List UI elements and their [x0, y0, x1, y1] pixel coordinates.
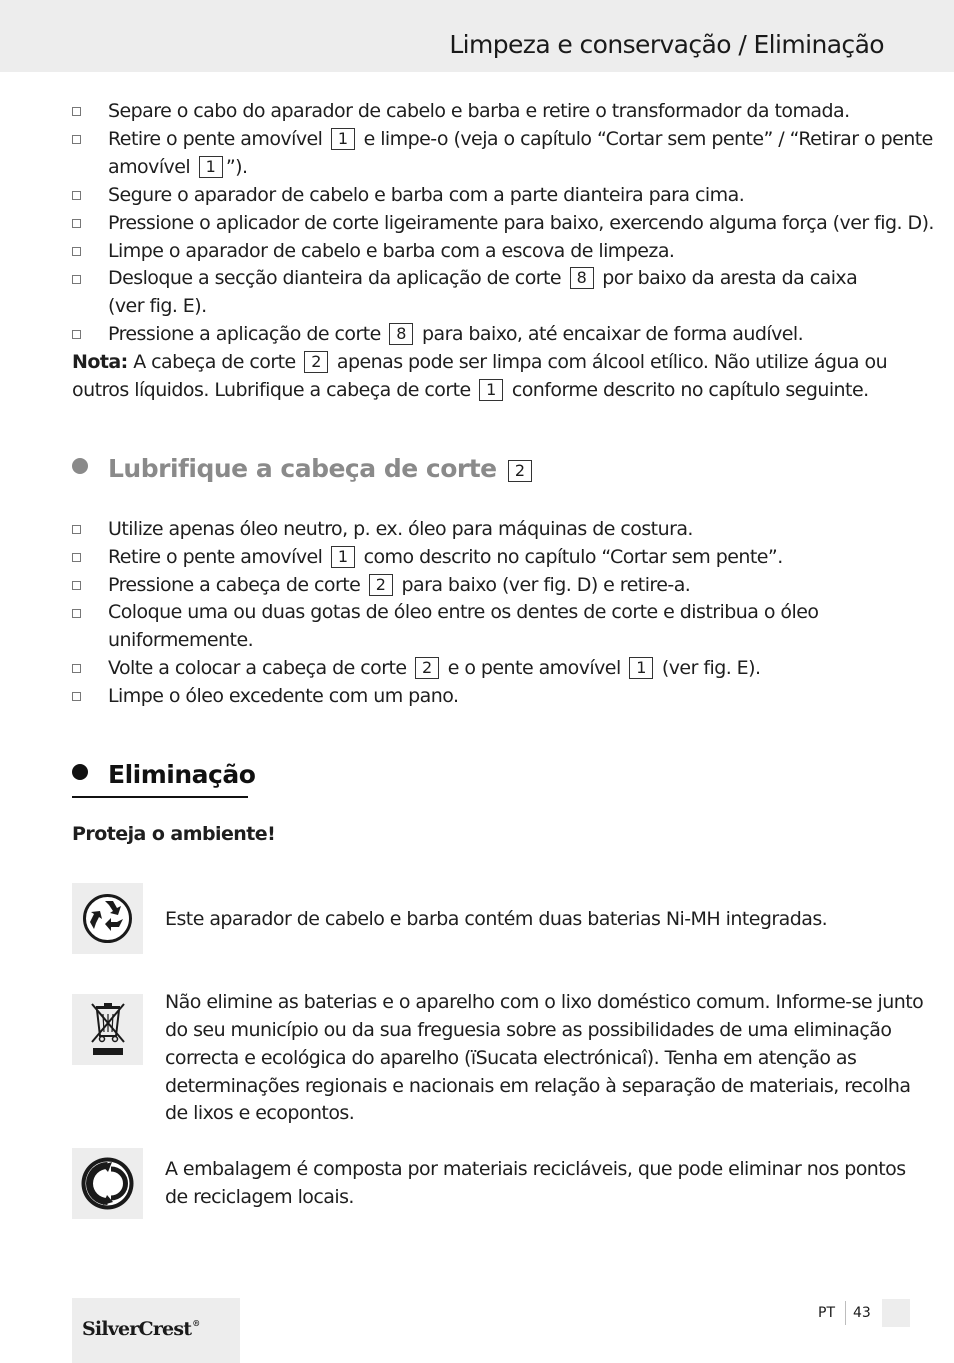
part-number-box: 8 — [389, 323, 413, 345]
heading-underline — [72, 796, 248, 798]
weee-text-line: determinações regionais e nacionais em relação à separação de materiais, recolha — [165, 1075, 911, 1097]
part-number-box: 1 — [479, 379, 503, 401]
note-label: Nota: — [72, 351, 128, 373]
part-number-box: 1 — [199, 156, 223, 178]
page-number: 43 — [853, 1305, 871, 1321]
bullet-icon — [72, 219, 81, 228]
list-item-continuation: (ver fig. E). — [108, 295, 207, 317]
note-paragraph: Nota: A cabeça de corte 2 apenas pode ser limpa com álcool etílico. Não utilize água ou — [72, 351, 888, 373]
list-item: Retire o pente amovível 1 como descrito no capítulo “Cortar sem pente”. — [108, 546, 783, 568]
section-heading-lubricate: Lubrifique a cabeça de corte 2 — [72, 454, 535, 483]
list-item: Segure o aparador de cabelo e barba com a parte dianteira para cima. — [108, 184, 745, 206]
page-title: Limpeza e conservação / Eliminação — [449, 30, 884, 59]
list-item: Utilize apenas óleo neutro, p. ex. óleo para máquinas de costura. — [108, 518, 693, 540]
list-item: Volte a colocar a cabeça de corte 2 e o pente amovível 1 (ver fig. E). — [108, 657, 761, 679]
subheading: Proteja o ambiente! — [72, 823, 276, 845]
battery-text: Este aparador de cabelo e barba contém duas baterias Ni-MH integradas. — [165, 908, 828, 930]
packaging-text-line: A embalagem é composta por materiais recicláveis, que pode eliminar nos pontos — [165, 1158, 906, 1180]
part-number-box: 2 — [415, 657, 439, 679]
part-number-box: 1 — [331, 546, 355, 568]
bullet-icon — [72, 525, 81, 534]
bullet-icon — [72, 330, 81, 339]
part-number-box: 8 — [570, 267, 594, 289]
bullet-icon — [72, 553, 81, 562]
section-dot-icon — [72, 458, 88, 474]
bullet-icon — [72, 275, 81, 284]
bullet-icon — [72, 692, 81, 701]
footer-divider — [845, 1301, 846, 1325]
section-dot-icon — [72, 764, 88, 780]
language-code: PT — [818, 1305, 835, 1321]
section-heading-disposal: Eliminação — [72, 760, 255, 789]
bullet-icon — [72, 247, 81, 256]
part-number-box: 2 — [369, 574, 393, 596]
list-item: Pressione a cabeça de corte 2 para baixo (ver fig. D) e retire-a. — [108, 574, 691, 596]
list-item-continuation: amovível 1 ”). — [108, 156, 248, 178]
list-item: Retire o pente amovível 1 e limpe-o (veja o capítulo “Cortar sem pente” / “Retirar o pente — [108, 128, 933, 150]
weee-text-line: de lixos e ecopontos. — [165, 1102, 355, 1124]
bullet-icon — [72, 107, 81, 116]
list-item: Pressione o aplicador de corte ligeiramente para baixo, exercendo alguma força (ver fig. D). — [108, 212, 934, 234]
bullet-icon — [72, 581, 81, 590]
list-item: Limpe o óleo excedente com um pano. — [108, 685, 459, 707]
brand-logo — [72, 1298, 240, 1363]
packaging-text-line: de reciclagem locais. — [165, 1186, 354, 1208]
weee-text-line: do seu município ou da sua freguesia sobre as possibilidades de uma eliminação — [165, 1019, 892, 1041]
weee-text-line: correcta e ecológica do aparelho (ïSucata electrónicaî). Tenha em atenção as — [165, 1047, 857, 1069]
list-item: Coloque uma ou duas gotas de óleo entre os dentes de corte e distribua o óleo — [108, 601, 819, 623]
footer-tab-marker — [882, 1299, 910, 1327]
bullet-icon — [72, 664, 81, 673]
crossed-out-bin-icon — [72, 994, 143, 1065]
green-dot-icon — [72, 1148, 143, 1219]
list-item: Pressione a aplicação de corte 8 para baixo, até encaixar de forma audível. — [108, 323, 804, 345]
list-item: Desloque a secção dianteira da aplicação de corte 8 por baixo da aresta da caixa — [108, 267, 858, 289]
brand-logo-text: SilverCrest® — [82, 1318, 200, 1340]
list-item: Limpe o aparador de cabelo e barba com a escova de limpeza. — [108, 240, 675, 262]
list-item: Separe o cabo do aparador de cabelo e barba e retire o transformador da tomada. — [108, 100, 850, 122]
note-paragraph-continuation: outros líquidos. Lubrifique a cabeça de corte 1 conforme descrito no capítulo seguinte. — [72, 379, 869, 401]
bullet-icon — [72, 135, 81, 144]
bullet-icon — [72, 609, 81, 618]
part-number-box: 1 — [331, 128, 355, 150]
weee-text-line: Não elimine as baterias e o aparelho com o lixo doméstico comum. Informe-se junto — [165, 991, 924, 1013]
part-number-box: 1 — [629, 657, 653, 679]
list-item-continuation: uniformemente. — [108, 629, 254, 651]
part-number-box: 2 — [508, 460, 532, 482]
bullet-icon — [72, 191, 81, 200]
battery-recycling-icon — [72, 883, 143, 954]
part-number-box: 2 — [304, 351, 328, 373]
